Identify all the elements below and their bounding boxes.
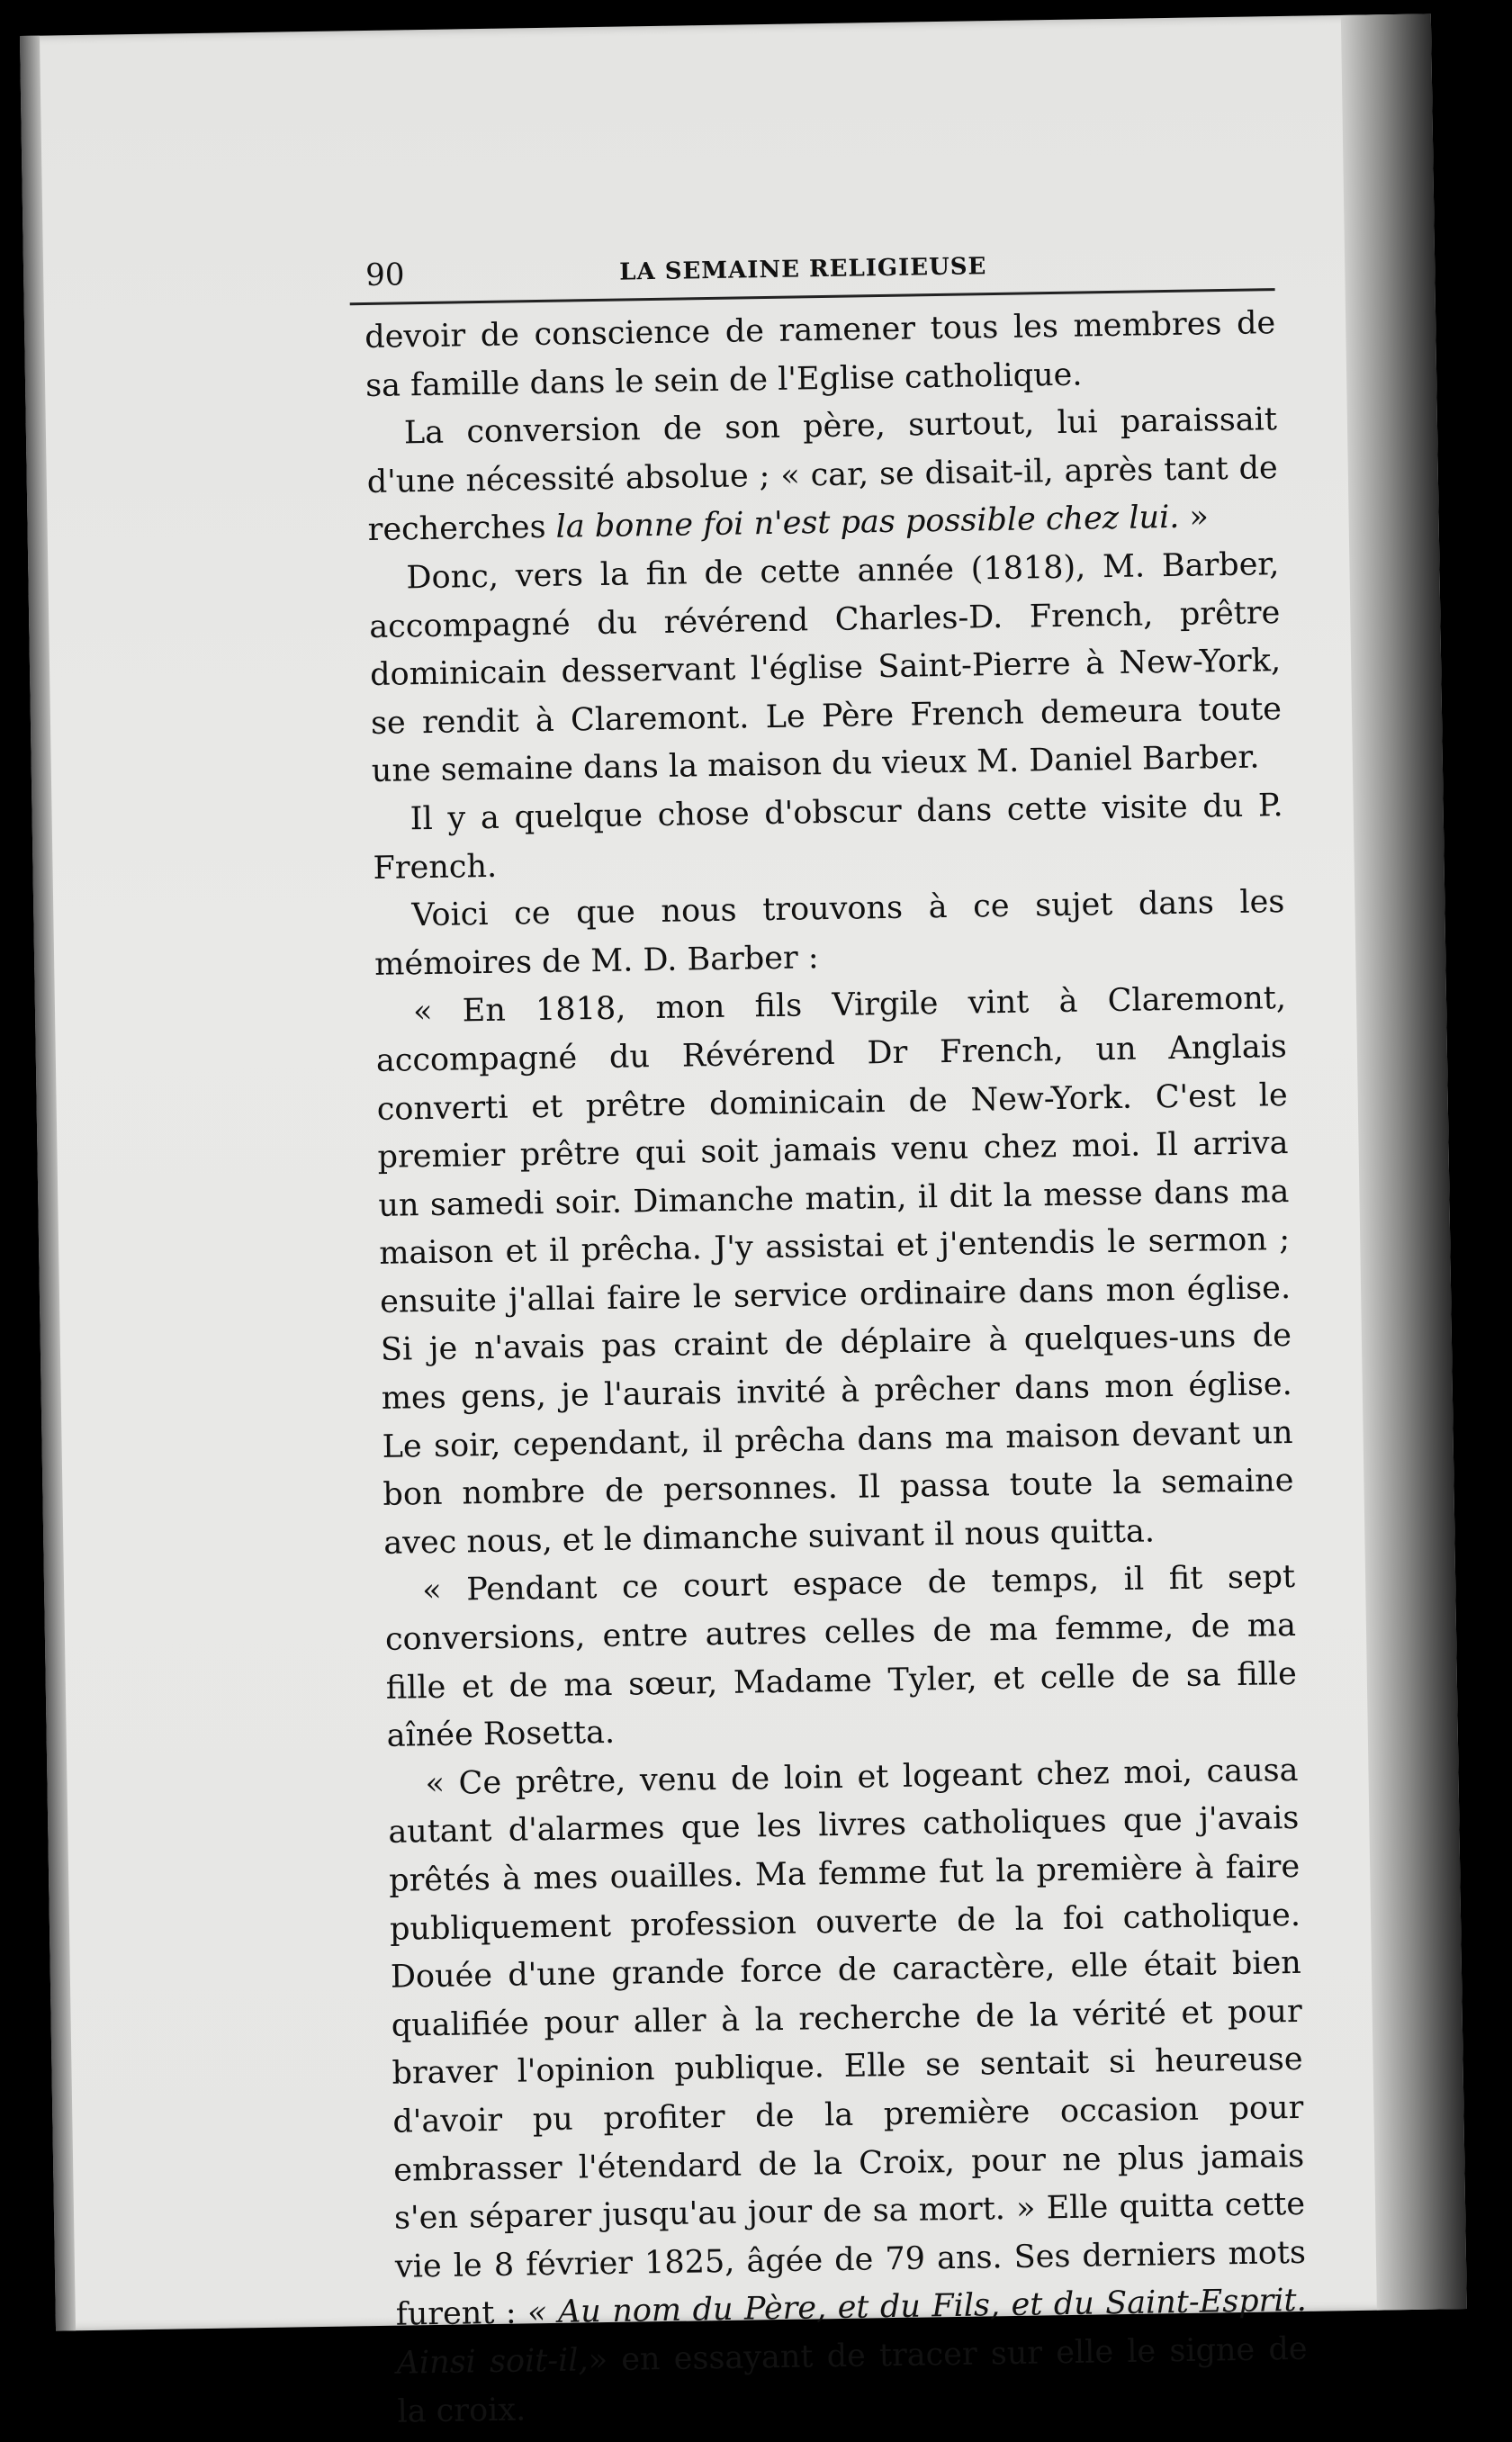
- paragraph: [364, 300, 1277, 410]
- paragraph: [366, 396, 1279, 555]
- paragraph: [374, 879, 1286, 989]
- page-header: [349, 243, 1275, 305]
- body-text: [364, 300, 1309, 2437]
- paragraph: [368, 541, 1282, 797]
- page-number: 90: [364, 257, 405, 293]
- text-run: La conversion de son père, surtout, lui paraissait d'une nécessité absolue ; « car, se disait-il, après tant de recherches: [366, 401, 1279, 549]
- page-edge-shadow: [20, 36, 76, 2331]
- text-run: Il y a quelque chose d'obscur dans cette visite du P. French.: [373, 787, 1283, 887]
- book-page: [20, 14, 1467, 2430]
- book-spine-shadow: [1341, 14, 1467, 2310]
- running-head: LA SEMAINE RELIGIEUSE: [618, 253, 987, 286]
- text-run: »: [1179, 499, 1210, 536]
- text-run: « En 1818, mon fils Virgile vint à Claremont, accompagné du Révérend Dr French, un Anglais converti et prêtre dominicain de New-York. C'est le premier prêtre qui soit jamais venu chez moi. Il arriva un samedi soir. Dimanche matin, il dit la messe dans ma maison et il prêcha. J'y assistai et j'entendis le sermon ; ensuite j'allai faire le service ordinaire dans mon église. Si je n'avais pas craint de déplaire à quelques-uns de mes gens, je l'aurais invité à prêcher dans mon église. Le soir, cependant, il prêcha dans ma maison devant un bon nombre de personnes. Il passa toute la semaine avec nous, et le dimanche suivant il nous quitta.: [375, 980, 1294, 1562]
- text-run: » en essayant de tracer sur elle le signe de la croix.: [397, 2330, 1308, 2430]
- paragraph: [387, 1747, 1309, 2437]
- paragraph: [372, 782, 1284, 893]
- text-run: Voici ce que nous trouvons à ce sujet dans les mémoires de M. D. Barber :: [374, 884, 1285, 983]
- page-content: [349, 243, 1309, 2437]
- text-run: « Ce prêtre, venu de loin et logeant chez moi, causa autant d'alarmes que les livres catholiques que j'avais prêtés à mes ouailles. Ma femme fut la première à faire publiquement profession ouverte de la foi catholique. Douée d'une grande force de caractère, elle était bien qualifiée pour aller à la recherche de la vérité et pour braver l'opinion publique. Elle se sentait si heureuse d'avoir pu profiter de la première occasion pour embrasser l'étendard de la Croix, pour ne plus jamais s'en séparer jusqu'au jour de sa mort. » Elle quitta cette vie le 8 février 1825, âgée de 79 ans. Ses derniers mots furent :: [388, 1752, 1307, 2334]
- text-run: « Pendant ce court espace de temps, il fit sept conversions, entre autres celles de ma femme, de ma fille et de ma sœur, Madame Tyler, et celle de sa fille aînée Rosetta.: [384, 1559, 1298, 1755]
- text-run: devoir de conscience de ramener tous les membres de sa famille dans le sein de l'Eglise catholique.: [364, 305, 1276, 404]
- italic-text-run: la bonne foi n'est pas possible chez lui.: [555, 500, 1180, 546]
- italic-text-run: « Au nom du Père, et du Fils, et du Saint-Esprit. Ainsi soit-il,: [396, 2283, 1308, 2382]
- paragraph: [384, 1554, 1298, 1761]
- paragraph: [375, 975, 1295, 1568]
- text-run: Donc, vers la fin de cette année (1818), M. Barber, accompagné du révérend Charles-D. French, prêtre dominicain desservant l'église Saint-Pierre à New-York, se rendit à Claremont. Le Père French demeura toute une semaine dans la maison du vieux M. Daniel Barber.: [369, 546, 1282, 790]
